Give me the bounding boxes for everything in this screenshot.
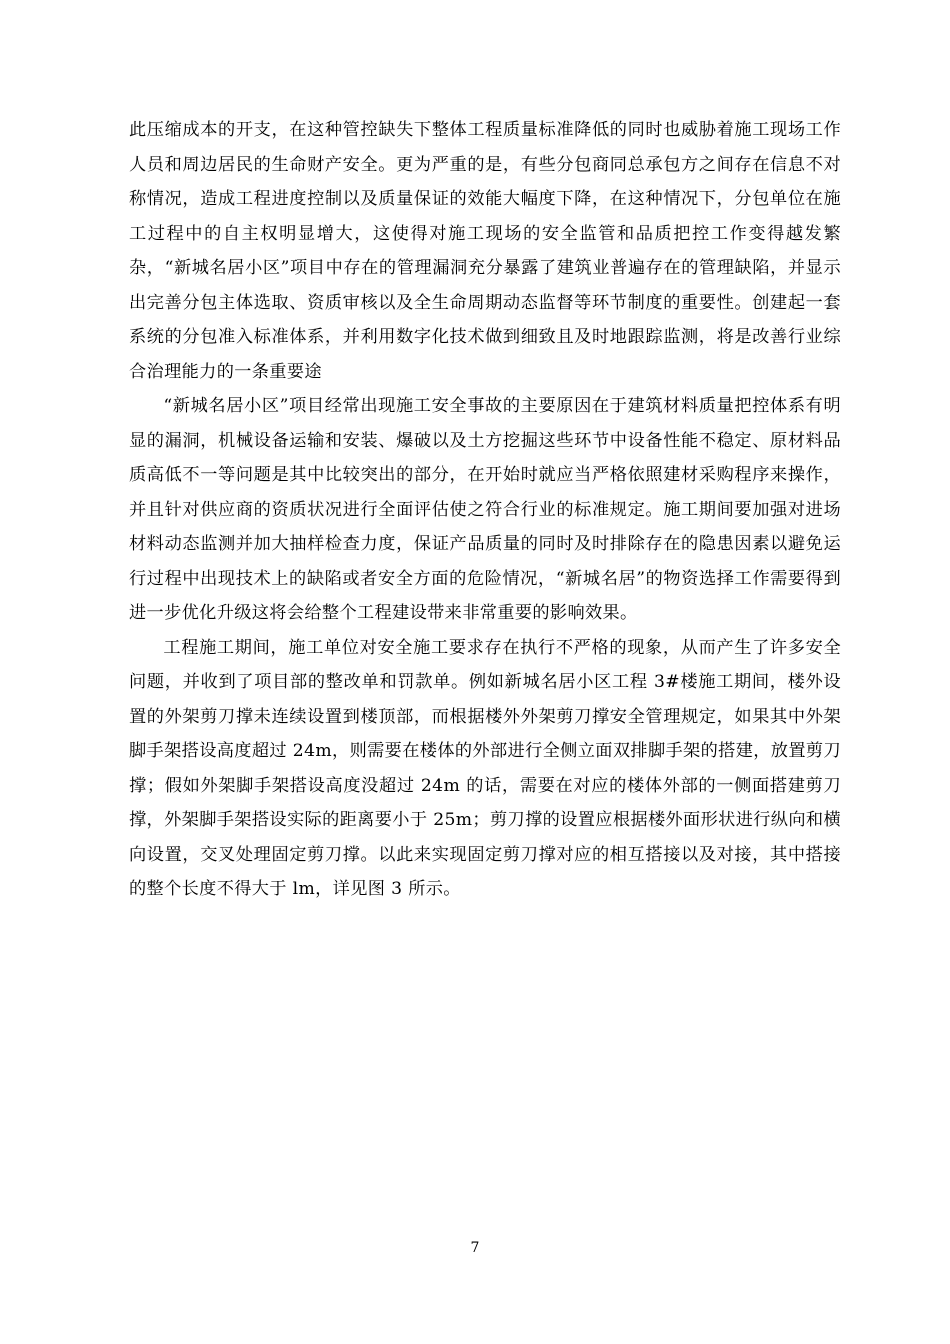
page-number: 7 bbox=[470, 1240, 480, 1256]
paragraph-2: “新城名居小区”项目经常出现施工安全事故的主要原因在于建筑材料质量把控体系有明显的漏洞，机械设备运输和安装、爆破以及土方挖掘这些环节中设备性能不稳定、原材料品质高低不一等问题是其中比较突出的部分，在开始时就应当严格依照建材采购程序来操作，并且针对供应商的资质状况进行全面评估使之符合行业的标准规定。施工期间要加强对进场材料动态监测并加大抽样检查力度，保证产品质量的同时及时排除存在的隐患因素以避免运行过程中出现技术上的缺陷或者安全方面的危险情况，“新城名居”的物资选择工作需要得到进一步优化升级这将会给整个工程建设带来非常重要的影响效果。 bbox=[129, 396, 841, 623]
paragraph-1: 此压缩成本的开支，在这种管控缺失下整体工程质量标准降低的同时也威胁着施工现场工作人员和周边居民的生命财产安全。更为严重的是，有些分包商同总承包方之间存在信息不对称情况，造成工程进度控制以及质量保证的效能大幅度下降，在这种情况下，分包单位在施工过程中的自主权明显增大，这使得对施工现场的安全监管和品质把控工作变得越发繁杂，“新城名居小区”项目中存在的管理漏洞充分暴露了建筑业普遍存在的管理缺陷，并显示出完善分包主体选取、资质审核以及全生命周期动态监督等环节制度的重要性。创建起一套系统的分包准入标准体系，并利用数字化技术做到细致且及时地跟踪监测，将是改善行业综合治理能力的一条重要途 bbox=[129, 120, 841, 382]
paragraph-3: 工程施工期间，施工单位对安全施工要求存在执行不严格的现象，从而产生了许多安全问题，并收到了项目部的整改单和罚款单。例如新城名居小区工程 3#楼施工期间，楼外设置的外架剪刀撑未连续设置到楼顶部，而根据楼外外架剪刀撑安全管理规定，如果其中外架脚手架搭设高度超过 24m，则需要在楼体的外部进行全侧立面双排脚手架的搭建，放置剪刀撑；假如外架脚手架搭设高度没超过 24m 的话，需要在对应的楼体外部的一侧面搭建剪刀撑，外架脚手架搭设实际的距离要小于 25m；剪刀撑的设置应根据楼外面形状进行纵向和横向设置，交叉处理固定剪刀撑。以此来实现固定剪刀撑对应的相互搭接以及对接，其中搭接的整个长度不得大于 lm，详见图 3 所示。 bbox=[129, 637, 841, 899]
body-text bbox=[129, 113, 841, 907]
